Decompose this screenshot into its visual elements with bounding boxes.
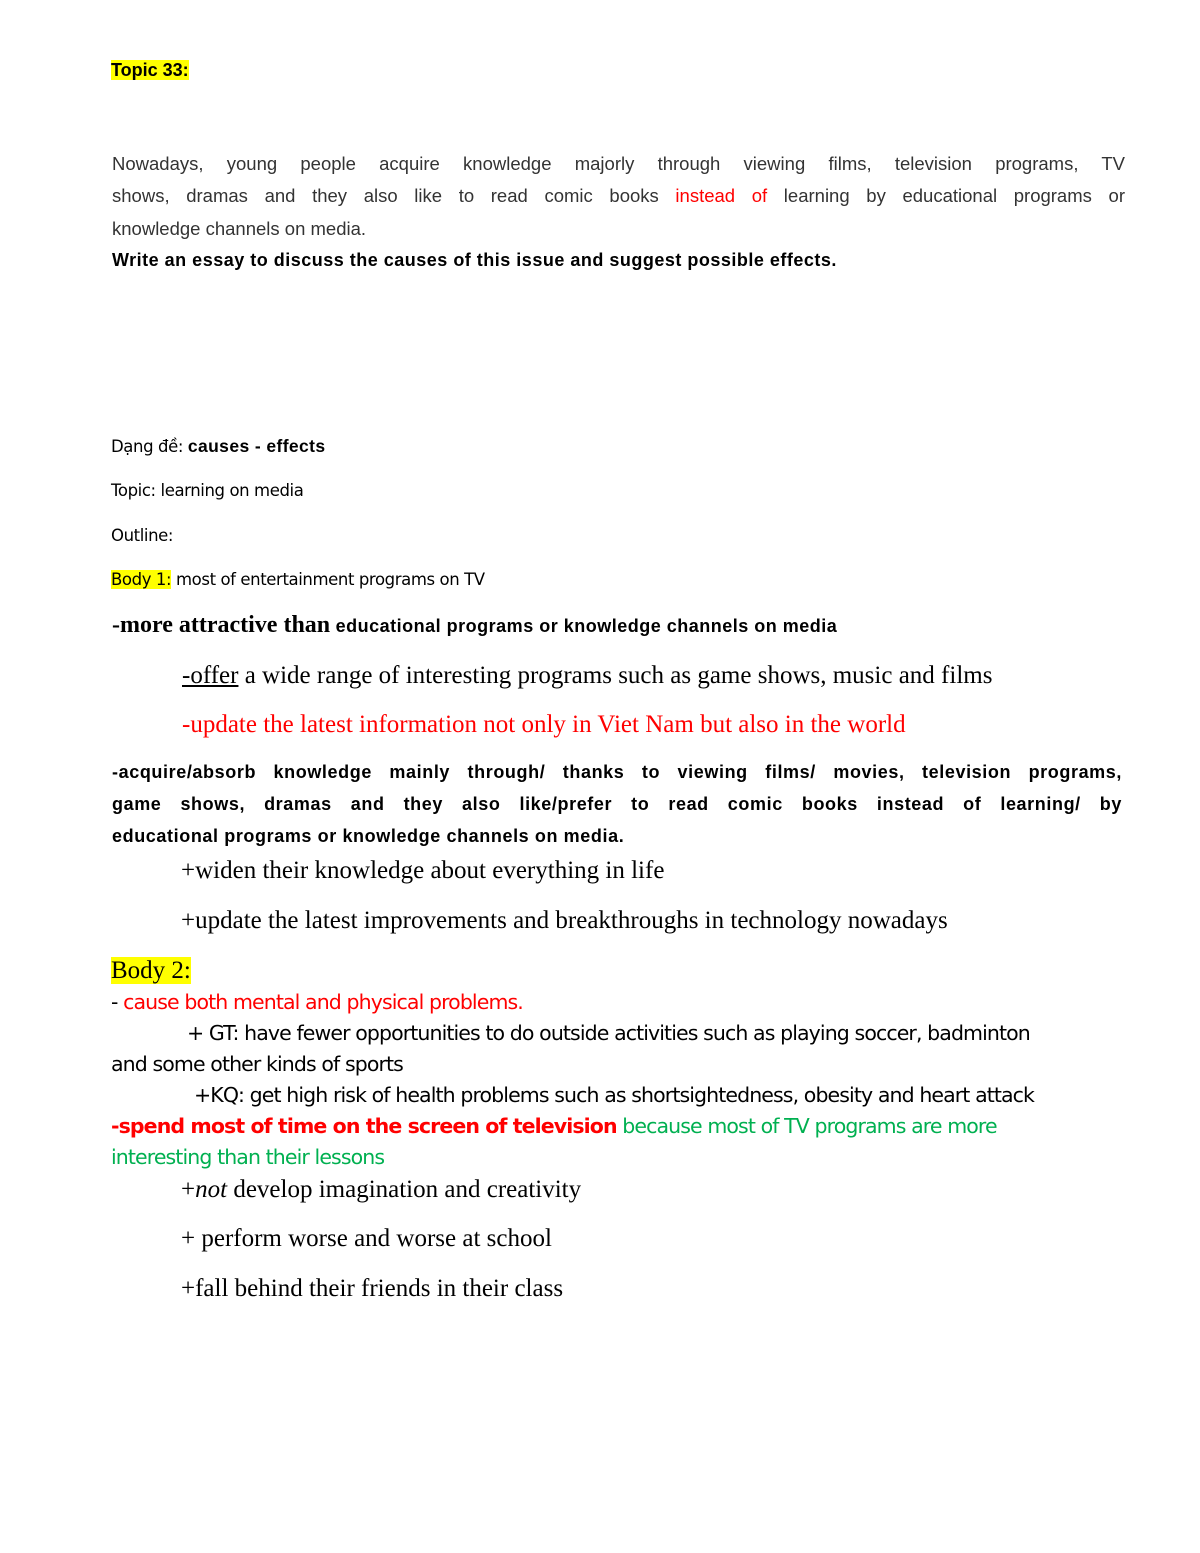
body2-plus-worse: + perform worse and worse at school — [181, 1225, 552, 1252]
essay-type-value: causes - effects — [187, 436, 326, 456]
prompt-line-2-pre: shows, dramas and they also like to read comic books — [112, 185, 676, 206]
body2-plus-not — [181, 1176, 581, 1204]
prompt-line-1: Nowadays, young people acquire knowledge majorly through viewing films, television programs, TV — [112, 153, 1125, 174]
body2-gt-line2: and some other kinds of sports — [111, 1052, 403, 1076]
body2-kq-line: +KQ: get high risk of health problems such as shortsightedness, obesity and heart attack — [194, 1083, 1035, 1107]
body1-plus1: +widen their knowledge about everything in life — [181, 857, 665, 884]
prompt-instead-of: instead of — [675, 185, 768, 206]
body1-heading-rest: most of entertainment programs on TV — [171, 570, 485, 589]
topic-heading — [111, 60, 189, 81]
topic-line: Topic: learning on media — [111, 481, 304, 500]
prompt-line-2-post: learning by educational programs or — [767, 185, 1125, 206]
body1-para-line1: -acquire/absorb knowledge mainly through/ thanks to viewing films/ movies, television programs, — [112, 762, 1122, 782]
body2-spend-green: because most of TV programs are more — [616, 1114, 997, 1138]
body2-cause-text: cause both mental and physical problems. — [123, 990, 523, 1014]
body2-heading: Body 2: — [111, 957, 191, 984]
body1-sub1-underlined: -offer — [182, 662, 239, 689]
body1-heading: Body 1: — [111, 570, 172, 589]
essay-type-label: Dạng đề: — [111, 437, 188, 456]
prompt-line-2 — [112, 185, 1125, 207]
body1-point1 — [112, 612, 837, 639]
body1-heading-line — [111, 570, 485, 589]
essay-type-line — [111, 436, 326, 457]
body2-spend-line — [111, 1114, 997, 1138]
essay-question: Write an essay to discuss the causes of this issue and suggest possible effects. — [112, 250, 837, 270]
body1-para-line3: educational programs or knowledge channels on media. — [112, 826, 625, 846]
prompt-line-3: knowledge channels on media. — [112, 218, 367, 239]
body2-plus-not-rest: develop imagination and creativity — [227, 1176, 582, 1203]
topic-heading-text: Topic 33: — [111, 60, 189, 80]
body2-spend-green-line2: interesting than their lessons — [111, 1145, 385, 1169]
body2-heading-line — [111, 957, 191, 985]
body1-point1-serif: -more attractive than — [112, 612, 331, 638]
body1-plus2: +update the latest improvements and breakthroughs in technology nowadays — [181, 907, 948, 934]
body1-point1-sans: educational programs or knowledge channels on media — [330, 616, 838, 636]
body2-cause-line — [111, 990, 523, 1014]
body2-plus-not-italic: not — [195, 1176, 228, 1203]
body1-para-line2: game shows, dramas and they also like/prefer to read comic books instead of learning/ by — [112, 794, 1122, 814]
body2-gt-line1: + GT: have fewer opportunities to do outside activities such as playing soccer, badminton — [187, 1021, 1030, 1045]
body2-spend-red: -spend most of time on the screen of television — [111, 1114, 617, 1138]
body2-plus-not-prefix: + — [181, 1176, 196, 1203]
body1-sub1 — [182, 662, 992, 690]
body2-plus-fall: +fall behind their friends in their class — [181, 1275, 564, 1302]
outline-label: Outline: — [111, 526, 174, 545]
body1-sub1-rest: a wide range of interesting programs such as game shows, music and films — [238, 662, 993, 689]
body2-cause-dash: - — [111, 990, 124, 1014]
body1-sub2: -update the latest information not only in Viet Nam but also in the world — [182, 711, 906, 738]
